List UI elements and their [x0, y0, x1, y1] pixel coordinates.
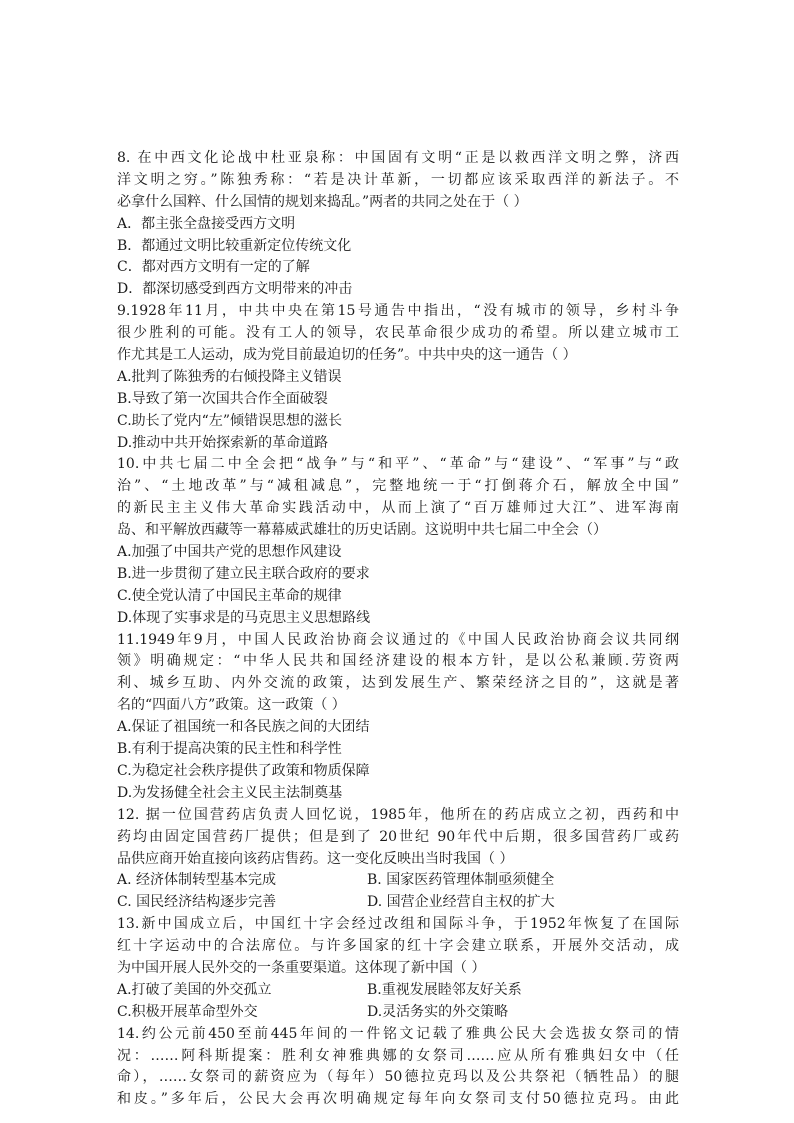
question-14-stem-line-4: 和皮。”多年后，公民大会再次明确规定每年向女祭司支付50德拉克玛。由此: [117, 1091, 679, 1108]
question-10-stem-line-2: 治”、“土地改革”与“减租减息”，完整地统一于“打倒蒋介石，解放全中国”: [117, 478, 679, 495]
question-14-stem-line-2: 况：……阿科斯提案：胜利女神雅典娜的女祭司……应从所有雅典妇女中（任: [117, 1047, 679, 1064]
question-12-stem-line-3: 品供应商开始直接向该药店售药。这一变化反映出当时我国（ ）: [117, 850, 514, 867]
question-8-stem-line-3: 必拿什么国粹、什么国情的规划来捣乱。”两者的共同之处在于（ ）: [117, 193, 528, 210]
question-12-option-d: D. 国营企业经营自主权的扩大: [367, 894, 555, 911]
question-13-stem-line-2: 红十字运动中的合法席位。与许多国家的红十字会建立联系，开展外交活动，成: [117, 938, 679, 955]
question-13-option-a: A.打破了美国的外交孤立: [117, 981, 272, 998]
question-9-option-b: B.导致了第一次国共合作全面破裂: [117, 390, 328, 407]
question-9-option-c: C.助长了党内“左”倾错误思想的滋长: [117, 412, 342, 429]
question-9-option-d: D.推动中共开始探索新的革命道路: [117, 434, 329, 451]
exam-page: [117, 148, 679, 1111]
question-10: [117, 454, 679, 629]
question-11-option-a: A.保证了祖国统一和各民族之间的大团结: [117, 719, 370, 736]
question-8-option-b: B．都通过文明比较重新定位传统文化: [117, 237, 352, 254]
question-8-stem-line-1: 8. 在中西文化论战中杜亚泉称：中国固有文明“正是以救西洋文明之弊，济西: [117, 150, 679, 166]
question-8-option-d: D．都深切感受到西方文明带来的冲击: [117, 281, 353, 298]
question-8-option-a: A．都主张全盘接受西方文明: [117, 215, 296, 232]
question-8-stem-line-2: 洋文明之穷。”陈独秀称：“若是决计革新，一切都应该采取西洋的新法子。不: [117, 171, 679, 188]
question-13-options-row-2: [117, 1002, 679, 1024]
question-12-options-row-2: [117, 892, 679, 914]
question-14: [117, 1024, 679, 1112]
question-8-option-c: C．都对西方文明有一定的了解: [117, 259, 310, 276]
question-10-stem-line-3: 的新民主主义伟大革命实践活动中，从而上演了“百万雄师过大江”、进军海南: [117, 500, 679, 517]
question-11-option-d: D.为发扬健全社会主义民主法制奠基: [117, 784, 343, 801]
question-10-option-c: C.使全党认清了中国民主革命的规律: [117, 587, 342, 604]
question-10-option-a: A.加强了中国共产党的思想作风建设: [117, 544, 342, 561]
question-11-stem-line-3: 利、城乡互助、内外交流的政策，达到发展生产、繁荣经济之目的”，这就是著: [117, 675, 679, 692]
question-12-stem-line-1: 12. 据一位国营药店负责人回忆说，1985年，他所在的药店成立之初，西药和中: [117, 806, 679, 823]
question-12-option-b: B. 国家医药管理体制亟须健全: [367, 872, 555, 889]
question-13-option-b: B.重视发展睦邻友好关系: [367, 981, 522, 998]
question-10-option-d: D.体现了实事求是的马克思主义思想路线: [117, 609, 371, 626]
question-11-option-c: C.为稳定社会秩序提供了政策和物质保障: [117, 762, 370, 779]
question-13-stem-line-3: 为中国开展人民外交的一条重要渠道。这体现了新中国（ ）: [117, 959, 486, 976]
question-12-option-c: C. 国民经济结构逐步完善: [117, 894, 277, 911]
question-11-stem-line-1: 11.1949年9月，中国人民政治协商会议通过的《中国人民政治协商会议共同纲: [117, 631, 679, 648]
question-9-stem-line-3: 作尤其是工人运动，成为党目前最迫切的任务”。中共中央的这一通告（ ）: [117, 347, 577, 364]
question-9-stem-line-1: 9.1928年11月，中共中央在第15号通告中指出，“没有城市的领导，乡村斗争: [117, 303, 679, 320]
question-9-option-a: A.批判了陈独秀的右倾投降主义错误: [117, 368, 342, 385]
question-13: [117, 914, 679, 1023]
question-13-stem-line-1: 13.新中国成立后，中国红十字会经过改组和国际斗争，于1952年恢复了在国际: [117, 916, 679, 933]
question-12: [117, 805, 679, 914]
question-14-stem-line-1: 14.约公元前450至前445年间的一件铭文记载了雅典公民大会选拔女祭司的情: [117, 1025, 679, 1042]
question-11-option-b: B.有利于提高决策的民主性和科学性: [117, 741, 342, 758]
question-10-option-b: B.进一步贯彻了建立民主联合政府的要求: [117, 565, 370, 582]
question-14-stem-line-3: 命），……女祭司的薪资应为（每年）50德拉克玛以及公共祭祀（牺牲品）的腿: [117, 1069, 679, 1086]
question-8: [117, 148, 679, 301]
question-12-stem-line-2: 药均由固定国营药厂提供；但是到了 20世纪 90年代中后期，很多国营药厂或药: [117, 828, 679, 845]
question-12-options-row-1: [117, 870, 679, 892]
question-11-stem-line-2: 领》明确规定：“中华人民共和国经济建设的根本方针，是以公私兼顾.劳资两: [117, 653, 679, 670]
question-11-stem-line-4: 名的“四面八方”政策。这一政策（ ）: [117, 697, 346, 714]
question-11: [117, 630, 679, 805]
question-13-option-d: D.灵活务实的外交策略: [367, 1003, 509, 1020]
question-10-stem-line-1: 10.中共七届二中全会把“战争”与“和平”、“革命”与“建设”、“军事”与“政: [117, 456, 679, 473]
question-12-option-a: A. 经济体制转型基本完成: [117, 872, 277, 889]
question-9-stem-line-2: 很少胜利的可能。没有工人的领导，农民革命很少成功的希望。所以建立城市工: [117, 325, 679, 342]
question-13-options-row-1: [117, 980, 679, 1002]
question-10-stem-line-4: 岛、和平解放西藏等一幕幕威武雄壮的历史话剧。这说明中共七届二中全会（）: [117, 522, 607, 539]
question-9: [117, 301, 679, 454]
question-13-option-c: C.积极开展革命型外交: [117, 1003, 258, 1020]
